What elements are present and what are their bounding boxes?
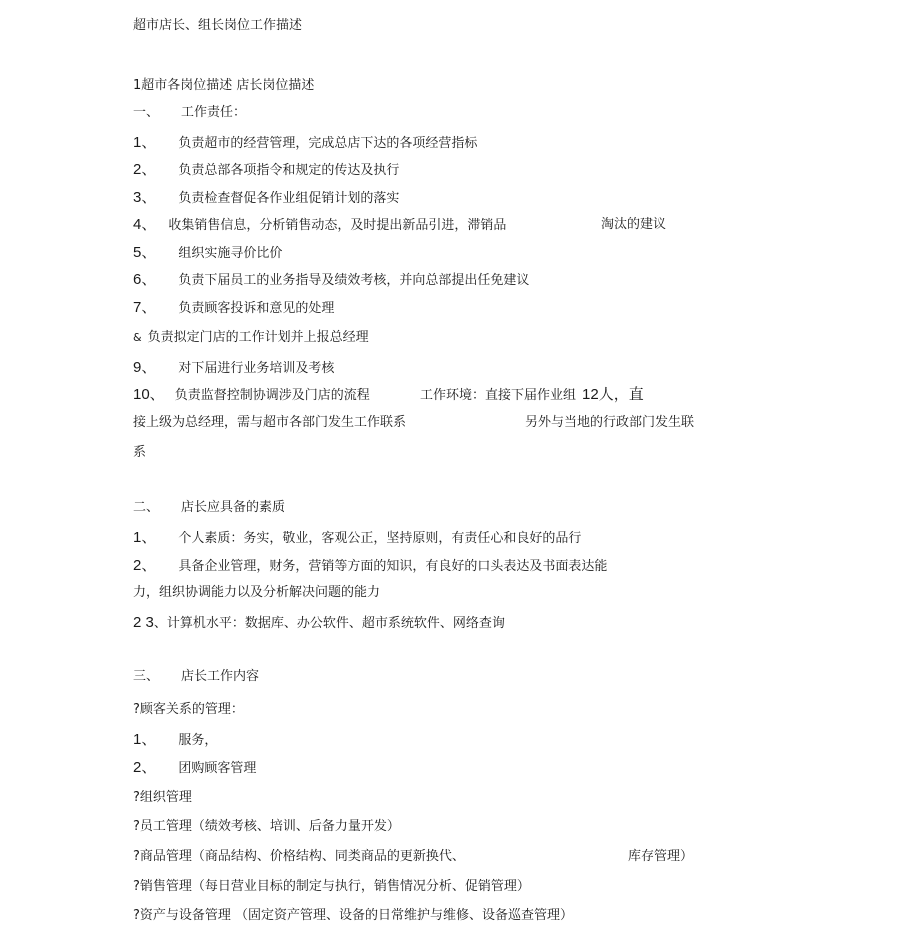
work-environment: 工作环境：直接下届作业组 12人，直	[420, 386, 644, 403]
part3-heading: 三、 店长工作内容	[133, 669, 260, 684]
duty-item-5: 5、 组织实施寻价比价	[133, 244, 283, 261]
duty-item-8: & 负责拟定门店的工作计划并上报总经理	[133, 330, 369, 345]
work-environment-continuation-b: 另外与当地的行政部门发生联	[525, 415, 695, 430]
org-management: ?组织管理	[133, 790, 192, 805]
section-heading: 1超市各岗位描述 店长岗位描述	[133, 78, 315, 93]
customer-relation-heading: ?顾客关系的管理：	[133, 702, 244, 717]
duty-item-10: 10、 负责监督控制协调涉及门店的流程	[133, 386, 370, 403]
quality-item-2-continuation: 力，组织协调能力以及分析解决问题的能力	[133, 585, 381, 600]
quality-item-3: 2 3、计算机水平：数据库、办公软件、超市系统软件、网络查询	[133, 614, 505, 631]
goods-management: ?商品管理（商品结构、价格结构、同类商品的更新换代、	[133, 849, 465, 864]
asset-management: ?资产与设备管理 （固定资产管理、设备的日常维护与维修、设备巡查管理）	[133, 908, 574, 923]
duty-item-4-continuation: 淘汰的建议	[601, 217, 667, 232]
quality-item-1: 1、 个人素质：务实，敬业，客观公正，坚持原则，有责任心和良好的品行	[133, 529, 582, 546]
duty-item-2: 2、 负责总部各项指令和规定的传达及执行	[133, 161, 400, 178]
sales-management: ?销售管理（每日营业目标的制定与执行，销售情况分析、促销管理）	[133, 879, 530, 894]
work-environment-continuation: 接上级为总经理，需与超市各部门发生工作联系	[133, 415, 407, 430]
quality-item-2: 2、 具备企业管理，财务，营销等方面的知识，有良好的口头表达及书面表达能	[133, 557, 608, 574]
duty-item-7: 7、 负责顾客投诉和意见的处理	[133, 299, 335, 316]
goods-management-continuation: 库存管理）	[628, 849, 694, 864]
staff-management: ?员工管理（绩效考核、培训、后备力量开发）	[133, 819, 400, 834]
duty-item-9: 9、 对下届进行业务培训及考核	[133, 359, 335, 376]
content-item-2: 2、 团购顾客管理	[133, 759, 257, 776]
content-item-1: 1、 服务，	[133, 731, 218, 748]
part1-heading: 一、 工作责任：	[133, 105, 247, 120]
document-title: 超市店长、组长岗位工作描述	[133, 18, 303, 33]
duty-item-6: 6、 负责下届员工的业务指导及绩效考核，并向总部提出任免建议	[133, 271, 530, 288]
part2-heading: 二、 店长应具备的素质	[133, 500, 286, 515]
duty-item-1: 1、 负责超市的经营管理，完成总店下达的各项经营指标	[133, 134, 478, 151]
duty-item-4: 4、 收集销售信息，分析销售动态，及时提出新品引进，滞销品	[133, 216, 507, 233]
duty-item-3: 3、 负责检查督促各作业组促销计划的落实	[133, 189, 400, 206]
work-environment-end: 系	[133, 445, 147, 460]
